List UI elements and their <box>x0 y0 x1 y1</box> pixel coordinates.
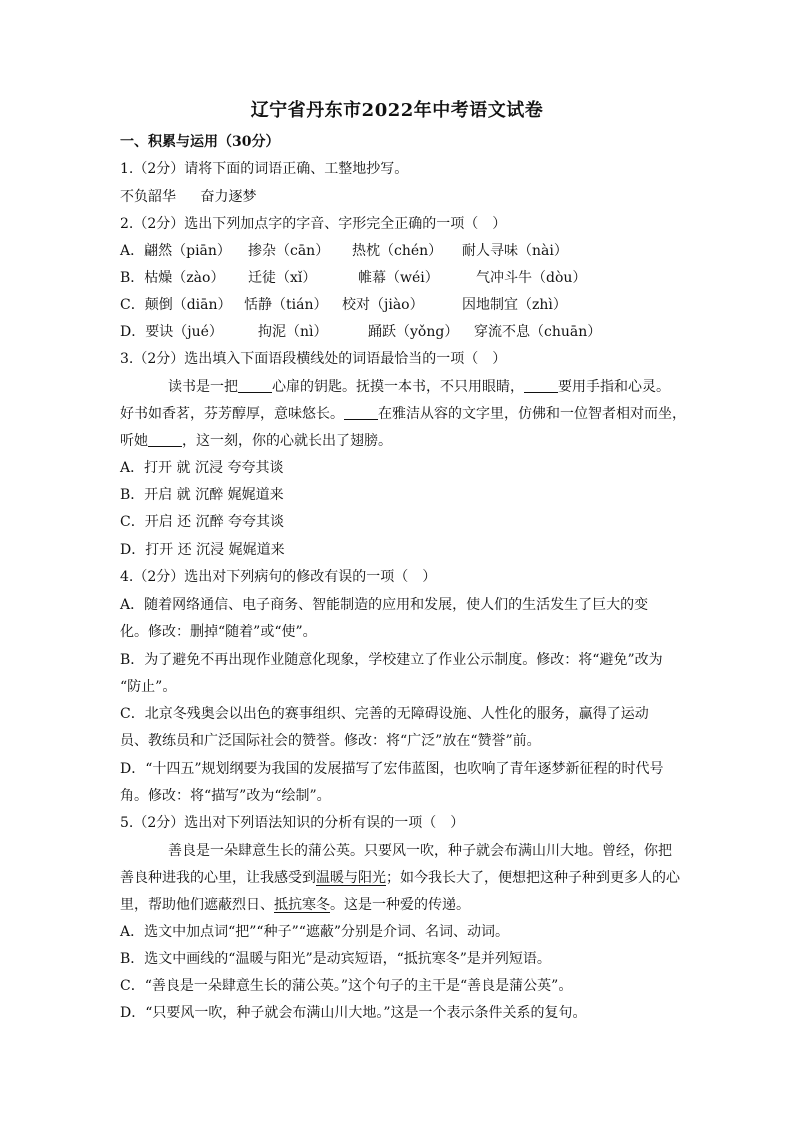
word-2: 奋力逐梦 <box>200 189 257 205</box>
question-3-passage-line-3: 听她 ，这一刻，你的心就长出了翅膀。 <box>120 433 392 449</box>
question-3-option-c: C．开启 还 沉醉 夸夸其谈 <box>120 514 285 530</box>
question-3-option-a: A．打开 就 沉浸 夸夸其谈 <box>120 460 284 476</box>
question-2-option-a: A．翩然（piān） 掺杂（cān） 热枕（chén） 耐人寻味（nài） <box>120 243 568 259</box>
section-heading: 一、积累与运用（30分） <box>120 134 280 150</box>
answer-blank <box>238 379 272 393</box>
answer-blank <box>148 433 182 447</box>
question-4-line: D．“十四五”规划纲要为我国的发展描写了宏伟蓝图，也吹响了青年逐梦新征程的时代号 <box>120 761 664 777</box>
question-4-line: B．为了避免不再出现作业随意化现象，学校建立了作业公示制度。修改：将“避免”改为 <box>120 652 663 668</box>
question-2-stem: 2.（2分）选出下列加点字的字音、字形完全正确的一项（ ） <box>120 216 507 232</box>
answer-blank <box>344 406 378 420</box>
question-5-passage-line-1: 善良是一朵肆意生长的蒲公英。只要风一吹，种子就会布满山川大地。曾经，你把 <box>168 843 672 859</box>
page-title: 辽宁省丹东市2022年中考语文试卷 <box>250 100 544 121</box>
question-4-stem: 4.（2分）选出对下列病句的修改有误的一项（ ） <box>120 569 437 585</box>
question-3-option-d: D．打开 还 沉浸 娓娓道来 <box>120 542 285 558</box>
question-3-stem: 3.（2分）选出填入下面语段横线处的词语最恰当的一项（ ） <box>120 351 507 367</box>
word-1: 不负韶华 <box>120 189 176 205</box>
question-2-option-d: D．要诀（jué） 拘泥（nì） 踊跃（yǒng） 穿流不息（chuān） <box>120 324 602 340</box>
question-5-option-b: B．选文中画线的“温暖与阳光”是动宾短语，“抵抗寒冬”是并列短语。 <box>120 951 551 967</box>
question-3-passage-line-2: 好书如香茗，芬芳醇厚，意味悠长。 在雅洁从容的文字里，仿佛和一位智者相对而坐， <box>120 406 686 422</box>
question-4-line: C．北京冬残奥会以出色的赛事组织、完善的无障碍设施、人性化的服务，赢得了运动 <box>120 706 649 722</box>
question-4-line: 化。修改：删掉“随着”或“使”。 <box>120 624 317 640</box>
question-1-words <box>120 188 256 206</box>
question-3-passage-line-1: 读书是一把 心扉的钥匙。抚摸一本书，不只用眼睛， 要用手指和心灵。 <box>168 379 670 395</box>
question-5-option-d: D．“只要风一吹，种子就会布满山川大地。”这是一个表示条件关系的复句。 <box>120 1005 587 1021</box>
question-4-line: “防止”。 <box>120 679 177 695</box>
question-3-option-b: B．开启 就 沉醉 娓娓道来 <box>120 487 284 503</box>
question-5-option-c: C．“善良是一朵肆意生长的蒲公英。”这个句子的主干是“善良是蒲公英”。 <box>120 978 573 994</box>
question-4-line: 角。修改：将“描写”改为“绘制”。 <box>120 788 331 804</box>
answer-blank <box>524 379 558 393</box>
underlined-phrase: 抵抗寒冬 <box>274 897 330 913</box>
question-2-option-c: C．颠倒（diān） 恬静（tián） 校对（jiào） 因地制宜（zhì） <box>120 297 567 313</box>
question-4-line: 员、教练员和广泛国际社会的赞誉。修改：将“广泛”放在“赞誉”前。 <box>120 733 541 749</box>
question-2-option-b: B．枯燥（zào） 迁徒（xǐ） 帷幕（wéi） 气冲斗牛（dòu） <box>120 270 587 286</box>
question-4-line: A．随着网络通信、电子商务、智能制造的应用和发展，使人们的生活发生了巨大的变 <box>120 597 649 613</box>
underlined-phrase: 温暖与阳光 <box>316 870 386 886</box>
question-5-stem: 5.（2分）选出对下列语法知识的分析有误的一项（ ） <box>120 815 465 831</box>
question-5-passage-line-3: 里，帮助他们遮蔽烈日、抵抗寒冬。这是一种爱的传递。 <box>120 897 470 913</box>
question-1-stem: 1.（2分）请将下面的词语正确、工整地抄写。 <box>120 161 409 177</box>
question-5-option-a: A．选文中加点词“把”“种子”“遮蔽”分别是介词、名词、动词。 <box>120 924 510 940</box>
question-5-passage-line-2: 善良种进我的心里，让我感受到温暖与阳光；如今我长大了，便想把这种子种到更多人的心 <box>120 870 680 886</box>
